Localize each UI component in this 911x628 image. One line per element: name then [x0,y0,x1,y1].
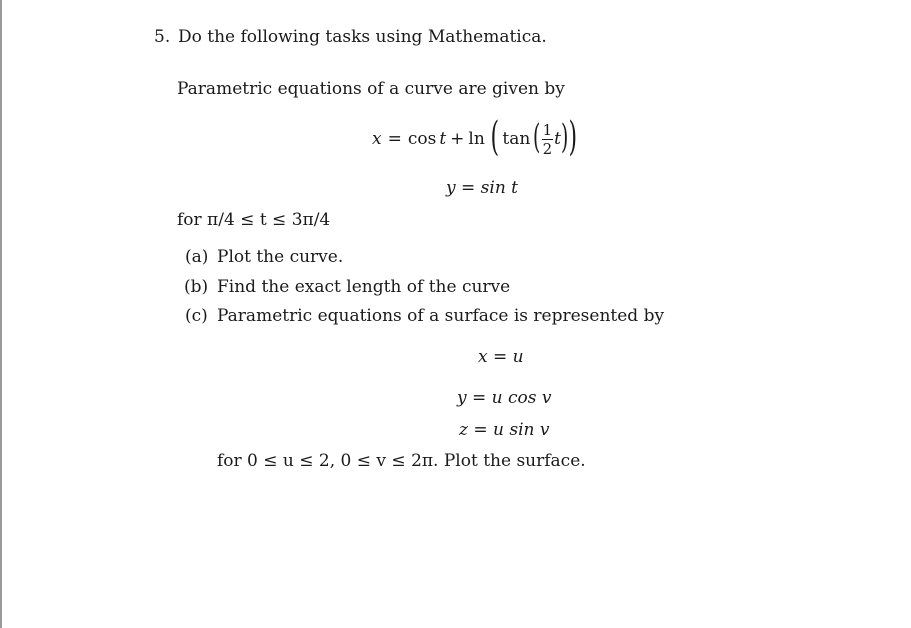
surface-y-equation: y = u cos v [457,388,552,408]
task-a-label: (a) [185,247,209,267]
fraction-one-half [542,122,554,157]
t-variable-inner: t [554,129,561,149]
ln-function: ln [468,129,485,149]
fraction-numerator: 1 [542,120,553,139]
surface-range: for 0 ≤ u ≤ 2, 0 ≤ v ≤ 2π. Plot the surface. [217,451,586,471]
right-paren-inner: ) [560,117,569,157]
curve-y-equation: y = sin t [446,178,519,198]
curve-x-equation [372,116,578,162]
x-variable: x [372,129,382,149]
problem-number: 5. [154,27,171,47]
equals-sign: = [387,129,402,149]
tan-function: tan [502,129,531,149]
surface-x-equation: x = u [478,347,524,367]
problem-prompt: Do the following tasks using Mathematica. [178,27,547,47]
left-paren-outer: ( [490,114,499,160]
surface-z-equation: z = u sin v [459,420,550,440]
task-b-label: (b) [184,277,209,297]
task-b-text: Find the exact length of the curve [217,277,511,297]
task-c-text: Parametric equations of a surface is represented by [217,306,665,326]
t-variable: t [439,129,447,149]
page-left-border [0,0,2,628]
fraction-denominator: 2 [542,139,553,158]
right-paren-outer: ) [568,114,578,160]
task-c-label: (c) [185,306,208,326]
cos-function: cos [407,129,437,149]
left-paren-inner: ( [533,117,541,157]
curve-range: for π/4 ≤ t ≤ 3π/4 [177,210,331,230]
task-a-text: Plot the curve. [217,247,344,267]
plus-sign: + [450,129,465,149]
curve-intro: Parametric equations of a curve are given by [177,79,565,99]
